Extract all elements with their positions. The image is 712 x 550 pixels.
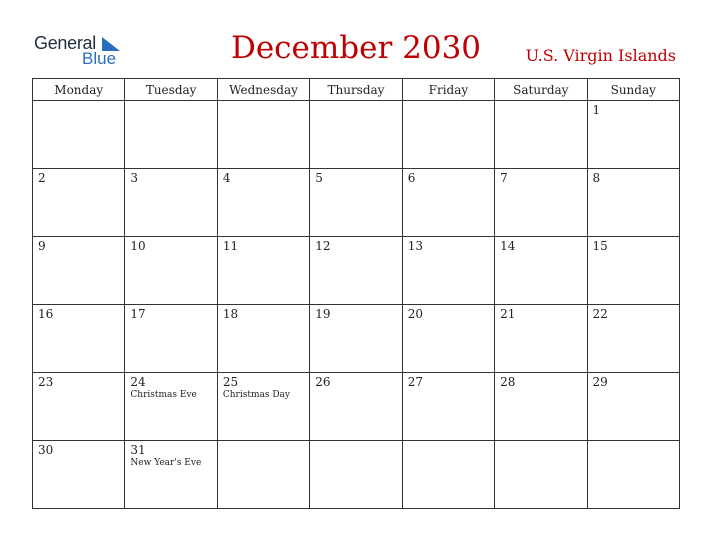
day-number: 9 <box>38 239 46 253</box>
holiday-label: Christmas Eve <box>130 390 197 400</box>
day-cell <box>33 169 125 237</box>
day-number: 4 <box>222 171 231 185</box>
day-cell <box>587 237 679 305</box>
day-cell <box>33 441 125 509</box>
day-number: 19 <box>315 307 331 321</box>
day-number: 8 <box>592 171 601 185</box>
day-number: 12 <box>315 239 331 253</box>
day-number: 14 <box>500 239 516 253</box>
day-cell <box>587 305 679 373</box>
day-number: 16 <box>38 307 54 321</box>
day-cell <box>217 169 309 237</box>
day-number: 5 <box>315 171 323 185</box>
day-number: 23 <box>38 375 54 389</box>
day-number: 22 <box>592 307 608 321</box>
weekday-header: Tuesday <box>125 79 217 101</box>
day-cell <box>125 305 217 373</box>
day-number: 29 <box>592 375 608 389</box>
logo-text-blue: Blue <box>82 49 117 68</box>
day-number: 31 <box>130 443 146 457</box>
day-cell <box>310 305 402 373</box>
day-cell <box>125 237 217 305</box>
day-number: 26 <box>315 375 331 389</box>
day-cell <box>217 373 309 441</box>
day-cell <box>402 237 494 305</box>
day-number: 18 <box>222 307 239 321</box>
day-cell <box>587 441 679 509</box>
region-label: U.S. Virgin Islands <box>525 46 676 65</box>
day-cell <box>402 441 494 509</box>
day-cell <box>33 237 125 305</box>
day-number: 10 <box>130 239 146 253</box>
day-cell <box>495 237 587 305</box>
day-number: 30 <box>38 443 54 457</box>
day-cell <box>495 169 587 237</box>
day-cell <box>402 101 494 169</box>
day-number: 7 <box>500 171 508 185</box>
calendar-grid <box>32 78 680 509</box>
weekday-header: Sunday <box>587 79 679 101</box>
day-cell <box>587 169 679 237</box>
day-cell <box>217 441 309 509</box>
calendar-title: December 2030 <box>230 30 482 66</box>
day-number: 11 <box>222 239 239 253</box>
day-number: 13 <box>407 239 423 253</box>
day-cell <box>495 305 587 373</box>
day-cell <box>310 101 402 169</box>
weekday-header: Wednesday <box>217 79 309 101</box>
day-number: 25 <box>222 375 239 389</box>
weekday-header: Friday <box>402 79 494 101</box>
day-cell <box>217 101 309 169</box>
day-number: 6 <box>407 171 416 185</box>
day-cell <box>587 373 679 441</box>
day-cell <box>402 169 494 237</box>
day-cell <box>125 373 217 441</box>
day-number: 2 <box>38 171 46 185</box>
day-number: 15 <box>592 239 608 253</box>
day-cell <box>217 305 309 373</box>
day-number: 21 <box>500 307 516 321</box>
day-cell <box>587 101 679 169</box>
day-cell <box>217 237 309 305</box>
week-row <box>33 169 680 237</box>
week-row <box>33 305 680 373</box>
day-number: 24 <box>130 375 146 389</box>
day-number: 28 <box>500 375 516 389</box>
logo-text-general: General <box>34 33 96 53</box>
weekday-header-row <box>33 79 680 101</box>
day-number: 20 <box>407 307 423 321</box>
weekday-header: Monday <box>33 79 125 101</box>
day-cell <box>495 101 587 169</box>
day-cell <box>33 305 125 373</box>
holiday-label: New Year's Eve <box>130 458 202 468</box>
week-row <box>33 441 680 509</box>
day-number: 3 <box>130 171 139 185</box>
week-row <box>33 373 680 441</box>
day-cell <box>125 101 217 169</box>
day-number: 27 <box>407 375 423 389</box>
week-row <box>33 101 680 169</box>
week-row <box>33 237 680 305</box>
day-cell <box>310 373 402 441</box>
day-cell <box>310 441 402 509</box>
day-cell <box>125 169 217 237</box>
day-cell <box>310 237 402 305</box>
day-cell <box>495 441 587 509</box>
day-cell <box>33 101 125 169</box>
weekday-header: Thursday <box>310 79 402 101</box>
day-cell <box>310 169 402 237</box>
day-cell <box>125 441 217 509</box>
day-cell <box>33 373 125 441</box>
holiday-label: Christmas Day <box>222 390 290 400</box>
day-number: 1 <box>592 103 601 117</box>
day-cell <box>402 305 494 373</box>
day-number: 17 <box>130 307 146 321</box>
weekday-header: Saturday <box>495 79 587 101</box>
day-cell <box>495 373 587 441</box>
day-cell <box>402 373 494 441</box>
